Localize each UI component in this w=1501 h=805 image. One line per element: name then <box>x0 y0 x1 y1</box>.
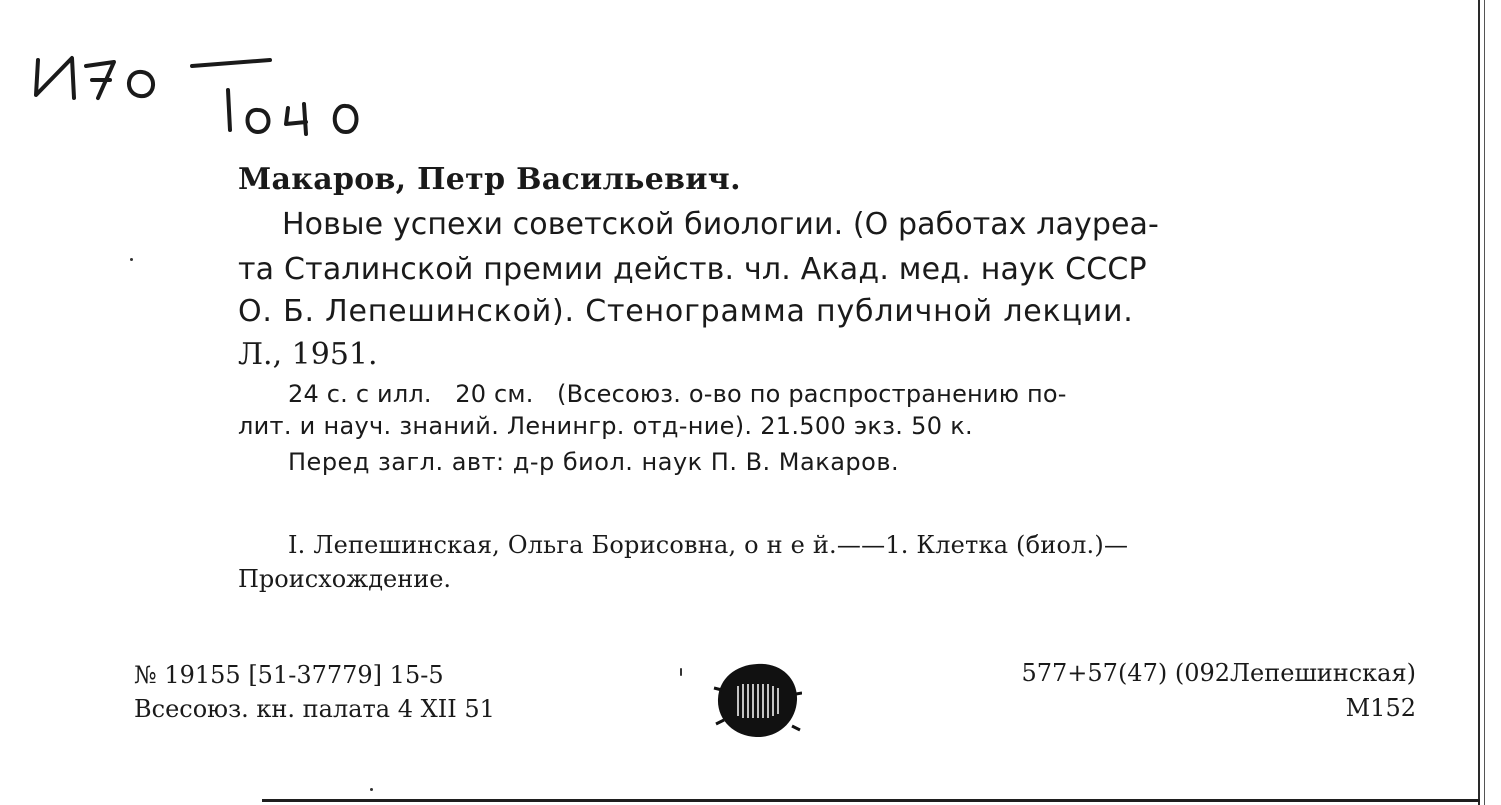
paper-speck <box>370 788 373 791</box>
tracing-line-2: Происхождение. <box>238 565 452 593</box>
title-line-1: Новые успехи советской биологии. (О работах лауреа- <box>282 207 1159 242</box>
tracing-line-1: I. Лепешинская, Ольга Борисовна, о н е й.——1. Клетка (биол.)— <box>288 531 1129 559</box>
collation-line-1: 24 с. с илл. 20 см. (Всесоюз. о-во по распространению по- <box>288 380 1067 408</box>
paper-speck <box>680 668 682 676</box>
chamber-date: Всесоюз. кн. палата 4 XII 51 <box>134 695 495 723</box>
card-right-border-inner <box>1484 0 1485 805</box>
classification-code: 577+57(47) (092Лепешинская) <box>1021 659 1416 687</box>
paper-speck <box>130 258 133 261</box>
punch-hole-stamp <box>712 660 802 740</box>
author-heading: Макаров, Петр Васильевич. <box>238 162 741 197</box>
card-bottom-border <box>262 799 1480 802</box>
title-line-4: Л., 1951. <box>238 337 378 372</box>
collation-line-3: Перед загл. авт: д-р биол. наук П. В. Макаров. <box>288 448 900 476</box>
author-mark: М152 <box>1345 694 1416 722</box>
collation-line-2: лит. и науч. знаний. Ленингр. отд-ние). 21.500 экз. 50 к. <box>238 412 973 440</box>
handwritten-shelf-mark <box>30 40 370 140</box>
title-line-3: О. Б. Лепешинской). Стенограмма публичной лекции. <box>238 294 1134 329</box>
title-line-2: та Сталинской премии действ. чл. Акад. мед. наук СССР <box>238 252 1147 287</box>
card-right-border <box>1478 0 1480 805</box>
card-number: № 19155 [51-37779] 15-5 <box>134 661 444 689</box>
